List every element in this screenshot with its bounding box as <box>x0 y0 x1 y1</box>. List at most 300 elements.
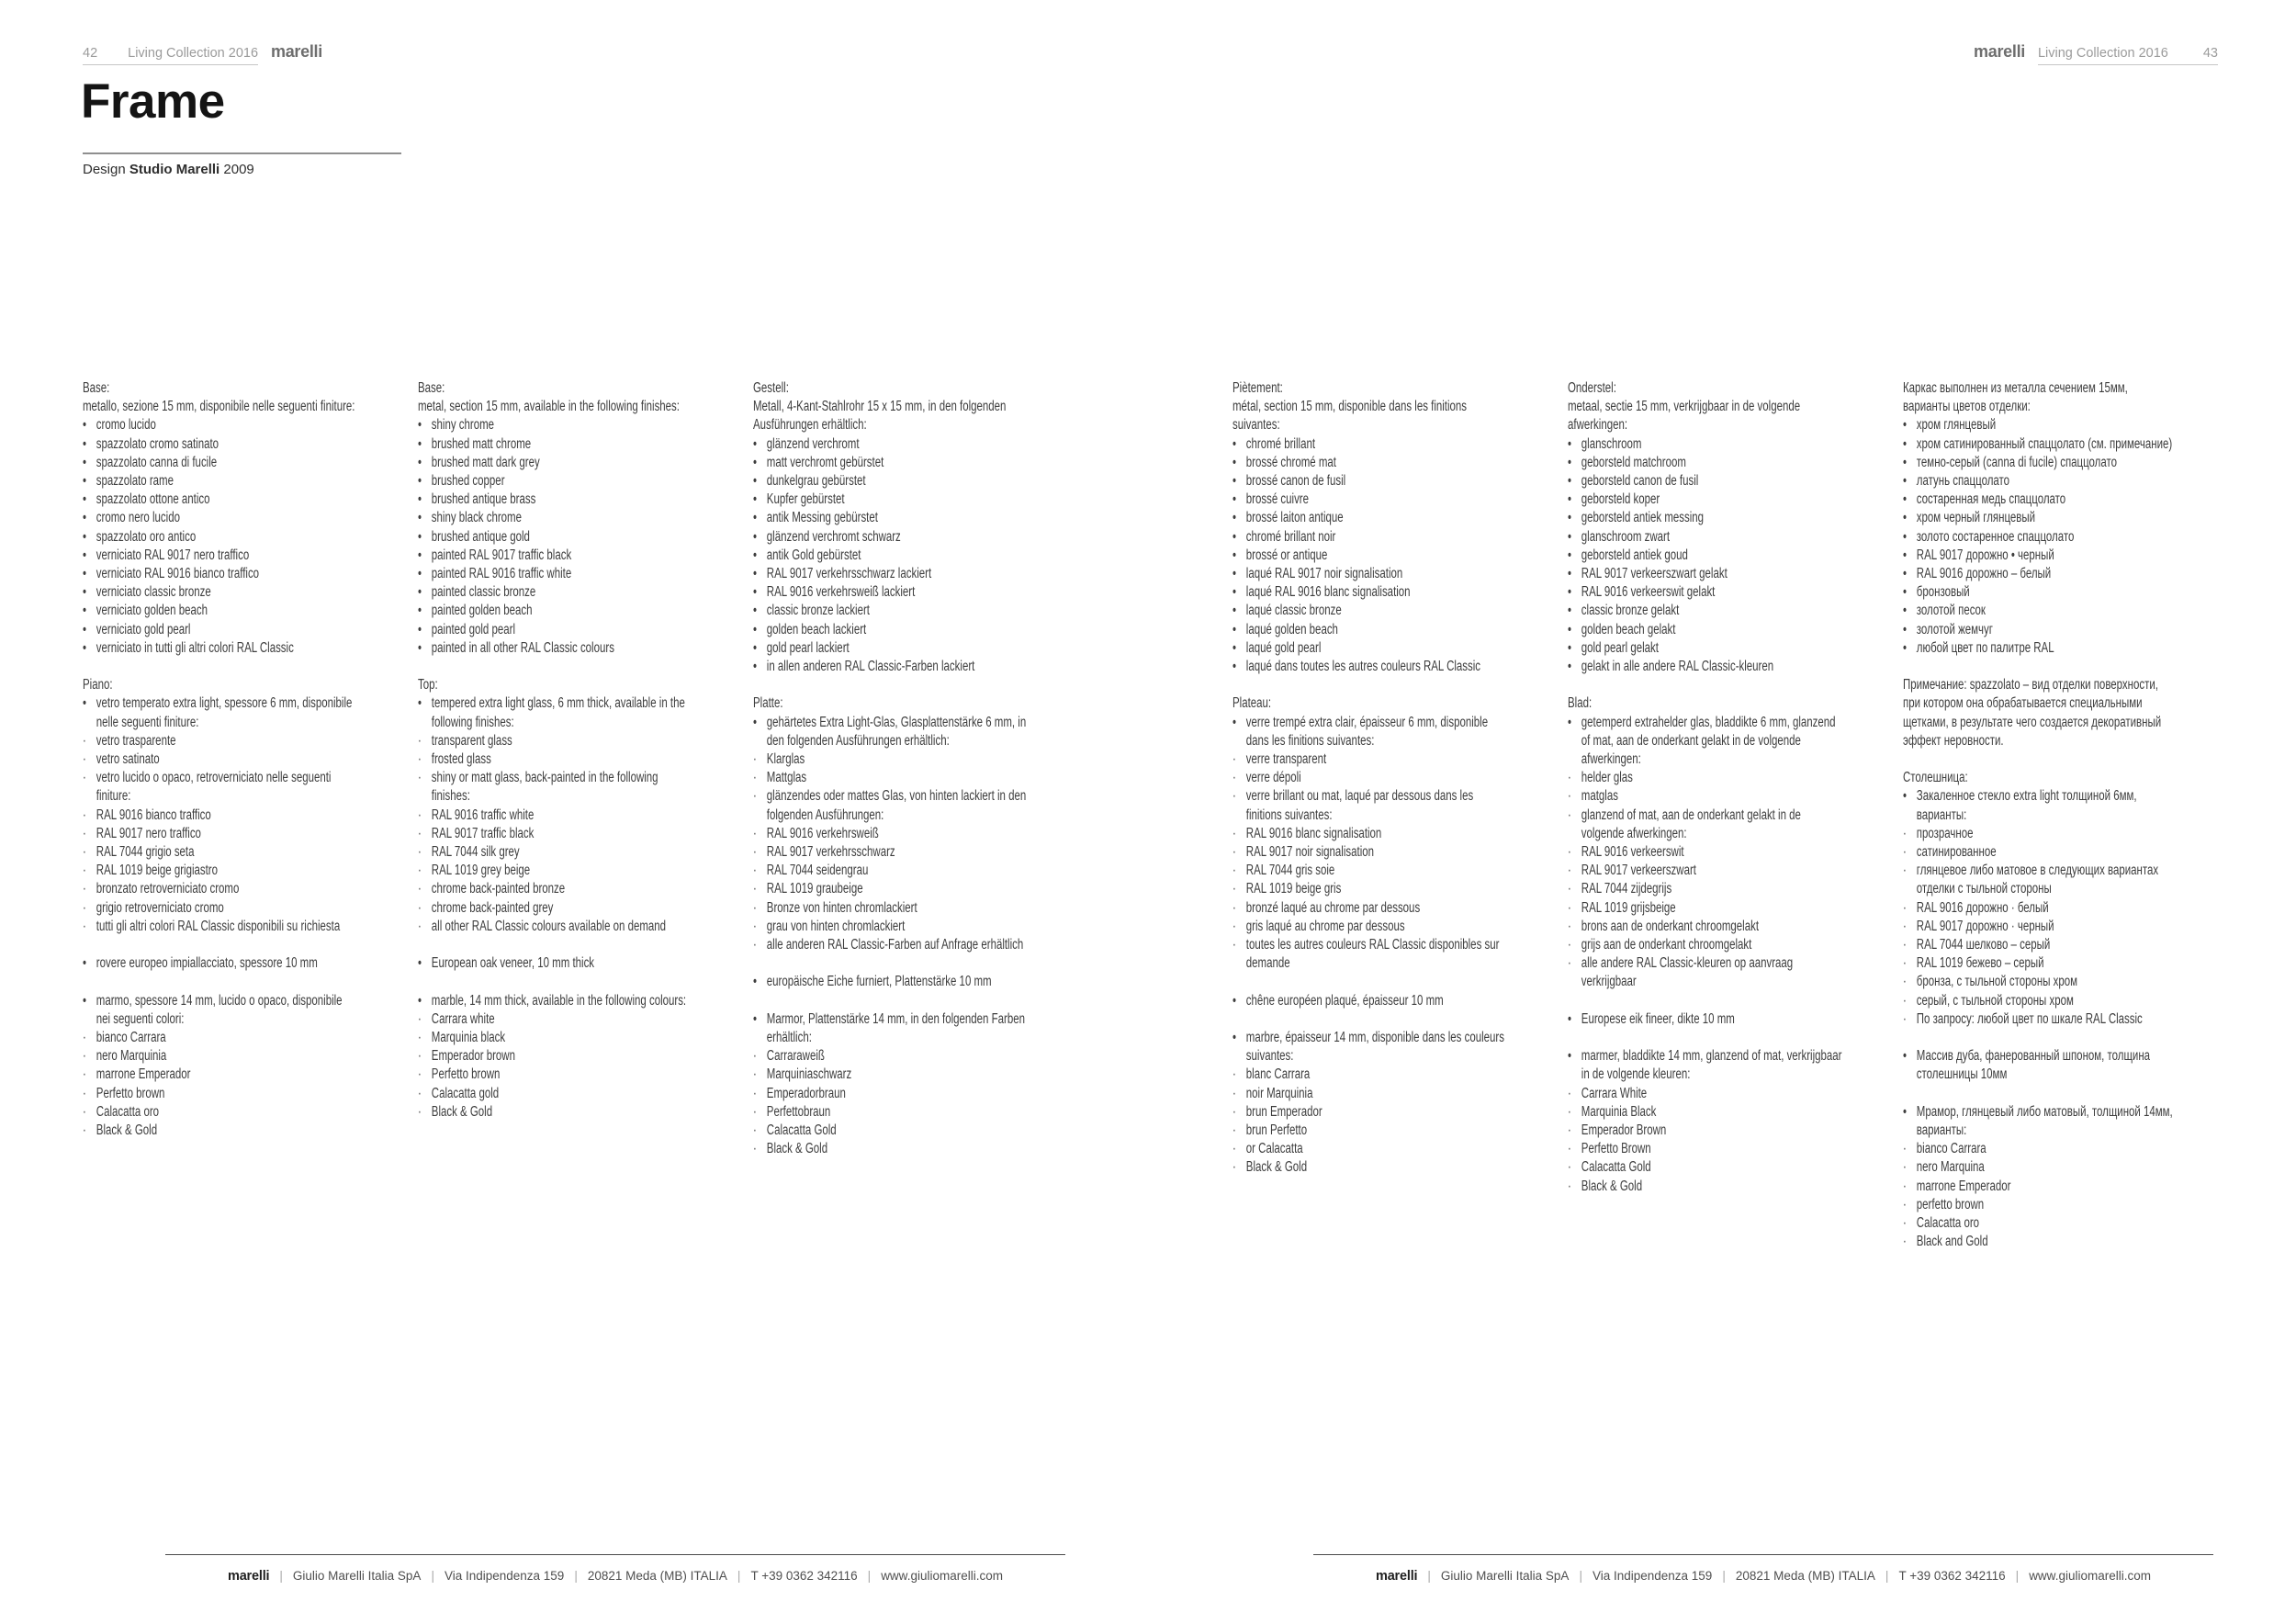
bullet-marker: · <box>418 732 422 749</box>
spec-line <box>1232 843 1552 862</box>
spec-text: cromo nero lucido <box>96 510 180 526</box>
spec-text: tempered extra light glass, 6 mm thick, available in the <box>431 695 685 712</box>
spec-line <box>83 472 402 491</box>
bullet-marker: • <box>1568 639 1572 656</box>
spec-text: bianco Carrara <box>1916 1141 1986 1157</box>
bullet-marker: · <box>753 1066 757 1083</box>
bullet-marker: • <box>418 510 422 526</box>
spec-text: spazzolato ottone antico <box>96 491 210 508</box>
spec-line <box>418 806 737 825</box>
spec-line <box>83 621 402 639</box>
spec-line <box>753 528 1073 547</box>
spec-text: латунь спаццолато <box>1916 473 2010 490</box>
spec-line <box>753 602 1073 620</box>
bullet-marker: • <box>83 435 87 452</box>
spec-text: brun Perfetto <box>1245 1122 1308 1139</box>
spec-line <box>418 954 737 973</box>
bullet-marker: • <box>1232 714 1237 730</box>
bullet-marker: · <box>1568 770 1571 786</box>
indent-spacer <box>1903 806 1917 825</box>
footer-item: Giulio Marelli Italia SpA <box>1440 1569 1570 1583</box>
spec-text: shiny or matt glass, back-painted in the following <box>431 770 658 786</box>
spec-line <box>1568 639 1887 658</box>
spec-block <box>1903 676 2223 750</box>
spec-line <box>83 750 402 769</box>
spec-text: spazzolato rame <box>96 473 174 490</box>
spec-line <box>1232 583 1552 602</box>
bullet-marker: · <box>753 1103 757 1120</box>
spec-line <box>1903 787 2223 806</box>
spec-text: gold pearl gelakt <box>1581 639 1659 656</box>
spec-text: Каркас выполнен из металла сечением 15мм, <box>1903 380 2128 396</box>
bullet-marker: · <box>1568 918 1571 934</box>
spec-text: Piètement: <box>1232 380 1283 396</box>
bullet-marker: • <box>1903 584 1908 601</box>
spec-line <box>1903 509 2223 527</box>
spec-text: demande <box>1245 955 1290 972</box>
indent-spacer <box>83 714 96 732</box>
spec-line <box>1568 843 1887 862</box>
spec-text: Perfetto brown <box>431 1066 501 1083</box>
spec-text: золотой жемчуг <box>1916 621 1993 637</box>
bullet-marker: • <box>418 992 422 1009</box>
spec-line <box>1903 806 2223 825</box>
spec-line <box>1232 379 1552 398</box>
spec-text: Marquinia black <box>431 1030 506 1046</box>
bullet-marker: · <box>1568 844 1571 861</box>
spec-text: RAL 1019 бежево – серый <box>1916 955 2044 972</box>
bullet-marker: · <box>83 1048 86 1065</box>
spec-line <box>83 843 402 862</box>
bullet-marker: · <box>1903 825 1907 841</box>
spec-text: RAL 9016 verkehrsweiß lackiert <box>766 584 916 601</box>
footer-item: 20821 Meda (MB) ITALIA <box>1735 1569 1875 1583</box>
bullet-marker: • <box>1568 1010 1572 1027</box>
bullet-marker: • <box>83 528 87 545</box>
spec-text: RAL 7044 zijdegrijs <box>1581 881 1672 897</box>
footer-item: Via Indipendenza 159 <box>1592 1569 1713 1583</box>
spec-text: laqué gold pearl <box>1245 639 1322 656</box>
spec-line <box>753 472 1073 491</box>
bullet-marker: • <box>1568 584 1572 601</box>
spec-line <box>1568 472 1887 491</box>
indent-spacer <box>1232 1047 1246 1066</box>
page-footer-content <box>228 1569 1003 1583</box>
spec-line <box>418 880 737 898</box>
spec-line <box>753 880 1073 898</box>
spec-line <box>753 843 1073 862</box>
spec-line <box>1568 769 1887 787</box>
spec-block <box>1568 379 1887 676</box>
spec-text: Klarglas <box>766 751 805 768</box>
spec-line <box>418 1010 737 1029</box>
spec-line <box>418 1047 737 1066</box>
spec-line <box>1903 899 2223 918</box>
design-year: 2009 <box>223 162 254 177</box>
spec-text: Base: <box>418 380 445 396</box>
bullet-marker: · <box>1568 1178 1571 1194</box>
spec-column-dutch <box>1568 379 1887 1214</box>
spec-line <box>1903 694 2223 713</box>
spec-text: brushed matt dark grey <box>431 454 540 470</box>
spec-block <box>1903 769 2223 1029</box>
spec-line <box>83 787 402 806</box>
spec-block <box>1232 1029 1552 1178</box>
footer-item: T +39 0362 342116 <box>750 1569 858 1583</box>
spec-line <box>1903 1233 2223 1251</box>
spec-line <box>1232 621 1552 639</box>
spec-line <box>753 1029 1073 1047</box>
spec-column-russian <box>1903 379 2223 1270</box>
spec-text: perfetto brown <box>1916 1196 1985 1212</box>
footer-separator: | <box>867 1569 872 1583</box>
spec-text: glänzendes oder mattes Glas, von hinten lackiert in den <box>766 788 1027 805</box>
title-rule <box>83 152 401 154</box>
bullet-marker: · <box>418 899 422 916</box>
spec-line <box>418 694 737 713</box>
bullet-marker: • <box>1232 435 1237 452</box>
spec-column-english <box>418 379 737 1140</box>
bullet-marker: • <box>83 454 87 470</box>
spec-text: grau von hinten chromlackiert <box>766 918 906 934</box>
bullet-marker: · <box>418 806 422 823</box>
indent-spacer <box>418 787 432 806</box>
spec-line <box>1232 806 1552 825</box>
spec-text: glänzend verchromt schwarz <box>766 528 901 545</box>
spec-line <box>1232 454 1552 472</box>
bullet-marker: · <box>1232 1159 1236 1176</box>
spec-text: toutes les autres couleurs RAL Classic disponibles sur <box>1245 937 1500 953</box>
spec-line <box>1232 899 1552 918</box>
spec-line <box>1568 454 1887 472</box>
spec-line <box>1568 732 1887 750</box>
spec-line <box>1568 825 1887 843</box>
bullet-marker: • <box>418 417 422 434</box>
bullet-marker: · <box>1903 992 1907 1009</box>
spec-line <box>418 454 737 472</box>
bullet-marker: · <box>1232 788 1236 805</box>
spec-line <box>753 639 1073 658</box>
spec-line <box>1232 1122 1552 1140</box>
spec-text: Gestell: <box>753 380 789 396</box>
spec-line <box>418 602 737 620</box>
spec-line <box>418 528 737 547</box>
spec-line <box>753 732 1073 750</box>
bullet-marker: · <box>753 881 757 897</box>
bullet-marker: · <box>83 751 86 768</box>
bullet-marker: • <box>418 621 422 637</box>
spec-text: Black & Gold <box>766 1141 828 1157</box>
indent-spacer <box>1232 954 1246 973</box>
bullet-marker: • <box>753 1010 758 1027</box>
spec-line <box>418 1085 737 1103</box>
indent-spacer <box>418 714 432 732</box>
spec-line <box>83 547 402 565</box>
bullet-marker: · <box>753 1141 757 1157</box>
spec-text: nero Marquinia <box>96 1048 167 1065</box>
spec-block <box>753 1010 1073 1159</box>
spec-text: chrome back-painted grey <box>431 899 554 916</box>
spec-text: Europese eik fineer, dikte 10 mm <box>1581 1010 1735 1027</box>
spec-line <box>1903 714 2223 732</box>
bullet-marker: · <box>1232 825 1236 841</box>
spec-line <box>418 1029 737 1047</box>
spec-text: темно-серый (canna di fucile) спаццолато <box>1916 454 2117 470</box>
bullet-marker: • <box>1568 621 1572 637</box>
spec-line <box>83 1066 402 1084</box>
bullet-marker: · <box>1568 937 1571 953</box>
spec-line <box>83 1029 402 1047</box>
bullet-marker: • <box>1903 566 1908 582</box>
bullet-marker: • <box>83 510 87 526</box>
spec-text: Black & Gold <box>431 1103 493 1120</box>
spec-block <box>83 992 402 1141</box>
spec-line <box>753 547 1073 565</box>
spec-text: afwerkingen: <box>1581 751 1641 768</box>
bullet-marker: • <box>1568 659 1572 675</box>
spec-block <box>83 676 402 936</box>
spec-text: chromé brillant <box>1245 435 1316 452</box>
spec-text: verniciato golden beach <box>96 603 208 619</box>
bullet-marker: · <box>1568 806 1571 823</box>
spec-line <box>418 899 737 918</box>
bullet-marker: · <box>753 937 757 953</box>
spec-line <box>418 621 737 639</box>
spec-text: Top: <box>418 677 438 694</box>
bullet-marker: • <box>753 639 758 656</box>
spec-text: RAL 9017 дорожно • черный <box>1916 547 2054 563</box>
spec-block <box>418 992 737 1122</box>
spec-line <box>83 732 402 750</box>
spec-line <box>753 1103 1073 1122</box>
bullet-marker: • <box>1903 417 1908 434</box>
spec-line <box>1568 491 1887 509</box>
spec-line <box>1903 547 2223 565</box>
spec-text: варианты цветов отделки: <box>1903 399 2031 415</box>
spec-line <box>83 862 402 880</box>
spec-line <box>1568 1066 1887 1084</box>
spec-line <box>1903 1158 2223 1177</box>
spec-text: RAL 9017 verkeerszwart gelakt <box>1581 566 1728 582</box>
bullet-marker: · <box>1903 1215 1907 1232</box>
spec-text: Массив дуба, фанерованный шпоном, толщина <box>1916 1048 2151 1065</box>
bullet-marker: · <box>418 844 422 861</box>
bullet-marker: • <box>418 491 422 508</box>
bullet-marker: · <box>83 899 86 916</box>
spec-line <box>1568 1047 1887 1066</box>
spec-line <box>83 528 402 547</box>
bullet-marker: • <box>1903 603 1908 619</box>
page-number-right: 43 <box>2202 46 2218 61</box>
footer-item: 20821 Meda (MB) ITALIA <box>587 1569 727 1583</box>
bullet-marker: • <box>753 510 758 526</box>
spec-text: RAL 1019 grijsbeige <box>1581 899 1676 916</box>
spec-text: Мрамор, глянцевый либо матовый, толщиной 14мм, <box>1916 1103 2173 1120</box>
spec-line <box>418 472 737 491</box>
spec-text: RAL 9016 verkeerswit gelakt <box>1581 584 1716 601</box>
bullet-marker: · <box>1568 955 1571 972</box>
spec-line <box>1568 583 1887 602</box>
spec-line <box>1903 862 2223 880</box>
spec-text: RAL 9016 bianco traffico <box>96 806 211 823</box>
spec-text: Black & Gold <box>1245 1159 1308 1176</box>
spec-text: Black & Gold <box>96 1122 158 1139</box>
spec-line <box>1232 1085 1552 1103</box>
spec-line <box>418 565 737 583</box>
spec-text: gold pearl lackiert <box>766 639 850 656</box>
spec-text: RAL 9016 дорожно · белый <box>1916 899 2049 916</box>
spec-text: of mat, aan de onderkant gelakt in de volgende <box>1581 732 1801 749</box>
spec-text: RAL 9016 verkeerswit <box>1581 844 1684 861</box>
bullet-marker: • <box>1568 547 1572 563</box>
bullet-marker: · <box>1568 881 1571 897</box>
spec-line <box>418 1066 737 1084</box>
bullet-marker: · <box>1232 751 1236 768</box>
spec-line <box>418 398 737 416</box>
bullet-marker: · <box>1568 1122 1571 1139</box>
spec-line <box>1232 602 1552 620</box>
bullet-marker: • <box>753 974 758 990</box>
product-title: Frame <box>81 74 225 129</box>
spec-line <box>753 806 1073 825</box>
spec-text: vetro trasparente <box>96 732 176 749</box>
bullet-marker: · <box>1232 899 1236 916</box>
bullet-marker: · <box>418 863 422 879</box>
spec-text: щетками, в результате чего создается декоративный <box>1903 714 2162 730</box>
page-footer-left <box>165 1554 1065 1584</box>
spec-line <box>1568 1085 1887 1103</box>
spec-line <box>1903 435 2223 454</box>
spec-line <box>1903 918 2223 936</box>
bullet-marker: • <box>418 547 422 563</box>
spec-text: laqué classic bronze <box>1245 603 1342 619</box>
spec-line <box>753 787 1073 806</box>
bullet-marker: · <box>83 1103 86 1120</box>
bullet-marker: · <box>1903 955 1907 972</box>
spec-line <box>1232 936 1552 954</box>
bullet-marker: · <box>1232 881 1236 897</box>
spec-text: эффект неровности. <box>1903 732 2004 749</box>
spec-text: rovere europeo impiallacciato, spessore 10 mm <box>96 955 318 972</box>
spec-line <box>1903 1178 2223 1196</box>
bullet-marker: · <box>753 751 757 768</box>
bullet-marker: · <box>1903 918 1907 934</box>
spec-block <box>1568 694 1887 991</box>
spec-text: Marmor, Plattenstärke 14 mm, in den folgenden Farben <box>766 1010 1025 1027</box>
spec-text: любой цвет по палитре RAL <box>1916 639 2054 656</box>
spec-line <box>83 825 402 843</box>
indent-spacer <box>1568 732 1581 750</box>
spec-line <box>418 918 737 936</box>
spec-text: suivantes: <box>1245 1048 1294 1065</box>
spec-line <box>418 379 737 398</box>
bullet-marker: • <box>753 659 758 675</box>
footer-separator: | <box>279 1569 283 1583</box>
spec-text: состаренная медь спаццолато <box>1916 491 2066 508</box>
spec-line <box>418 435 737 454</box>
spec-block <box>83 379 402 658</box>
spec-text: Onderstel: <box>1568 380 1616 396</box>
spec-text: Примечание: spazzolato – вид отделки поверхности, <box>1903 677 2158 694</box>
spec-line <box>83 416 402 434</box>
spec-line <box>753 862 1073 880</box>
bullet-marker: · <box>753 863 757 879</box>
bullet-marker: · <box>1232 1103 1236 1120</box>
spec-text: RAL 9016 traffic white <box>431 806 535 823</box>
bullet-marker: • <box>418 435 422 452</box>
bullet-marker: • <box>753 603 758 619</box>
spec-text: marmo, spessore 14 mm, lucido o opaco, disponibile <box>96 992 343 1009</box>
spec-text: бронза, с тыльной стороны хром <box>1916 974 2078 990</box>
spec-line <box>1232 565 1552 583</box>
spec-line <box>1232 1047 1552 1066</box>
spec-text: Blad: <box>1568 695 1593 712</box>
spec-line <box>753 565 1073 583</box>
spec-text: chrome back-painted bronze <box>431 881 566 897</box>
bullet-marker: · <box>1568 1103 1571 1120</box>
spec-text: Calacatta oro <box>1916 1215 1980 1232</box>
spec-text: frosted glass <box>431 751 491 768</box>
footer-separator: | <box>2015 1569 2020 1583</box>
spec-line <box>1232 398 1552 416</box>
indent-spacer <box>1568 750 1581 769</box>
bullet-marker: · <box>83 863 86 879</box>
spec-text: brushed copper <box>431 473 505 490</box>
footer-separator: | <box>737 1569 741 1583</box>
spec-block <box>1568 1010 1887 1029</box>
spec-line <box>418 1103 737 1122</box>
spec-line <box>753 1140 1073 1158</box>
spec-line <box>753 973 1073 991</box>
bullet-marker: • <box>753 621 758 637</box>
spec-text: RAL 9017 verkehrsschwarz lackiert <box>766 566 932 582</box>
spec-line <box>1568 1158 1887 1177</box>
bullet-marker: • <box>1903 547 1908 563</box>
spec-text: Marquiniaschwarz <box>766 1066 852 1083</box>
spec-line <box>1568 936 1887 954</box>
spec-line <box>1903 565 2223 583</box>
spec-line <box>1568 1178 1887 1196</box>
bullet-marker: · <box>83 732 86 749</box>
spec-line <box>753 435 1073 454</box>
footer-item: T +39 0362 342116 <box>1898 1569 2006 1583</box>
bullet-marker: · <box>1232 770 1236 786</box>
footer-separator: | <box>1722 1569 1726 1583</box>
spec-text: Закаленное стекло extra light толщиной 6мм, <box>1916 788 2137 805</box>
bullet-marker: • <box>83 584 87 601</box>
spec-line <box>83 509 402 527</box>
spec-block <box>1232 379 1552 676</box>
spec-line <box>83 491 402 509</box>
spec-line <box>83 806 402 825</box>
spec-line <box>1903 1140 2223 1158</box>
bullet-marker: · <box>83 825 86 841</box>
spec-line <box>1232 992 1552 1010</box>
bullet-marker: · <box>1232 1085 1236 1101</box>
spec-text: geborsteld koper <box>1581 491 1660 508</box>
spec-text: in allen anderen RAL Classic-Farben lackiert <box>766 659 975 675</box>
bullet-marker: • <box>753 714 758 730</box>
bullet-marker: • <box>418 454 422 470</box>
indent-spacer <box>1232 732 1246 750</box>
spec-text: classic bronze lackiert <box>766 603 870 619</box>
design-studio: Studio Marelli <box>129 162 220 177</box>
spec-line <box>1232 750 1552 769</box>
bullet-marker: • <box>1568 714 1572 730</box>
spec-text: den folgenden Ausführungen erhältlich: <box>766 732 950 749</box>
spec-text: all other RAL Classic colours available on demand <box>431 918 667 934</box>
bullet-marker: · <box>1903 1196 1907 1212</box>
